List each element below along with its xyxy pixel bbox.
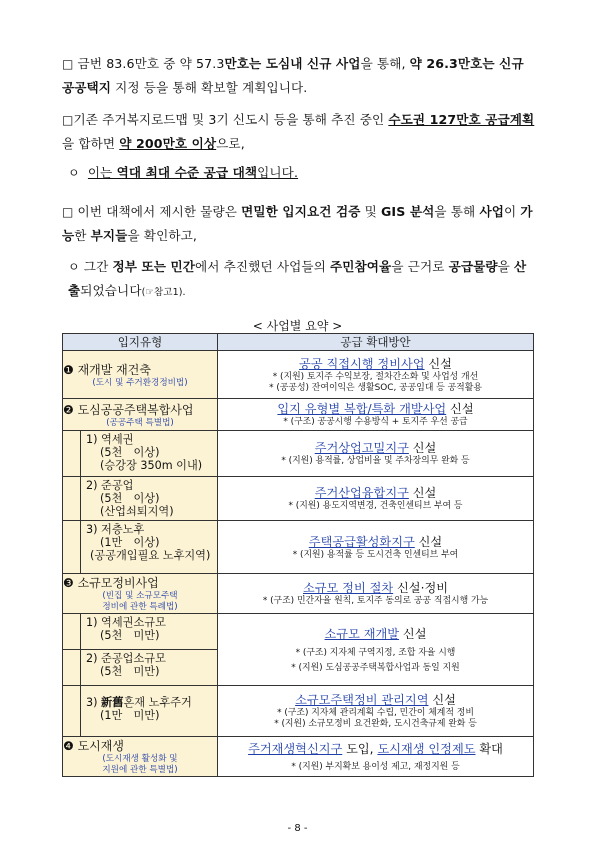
row-label-mixed-old-new: 3) 新舊혼재 노후주거 (1만 미만) <box>63 686 218 737</box>
square-bullet-icon: □ <box>62 205 74 219</box>
paragraph-3: ㅇ 이는 역대 최대 수준 공급 대책입니다. <box>68 165 299 180</box>
row-label-urban-regeneration: ❹ 도시재생 (도시재생 활성화 및 지원에 관한 특별법) <box>63 737 218 777</box>
row-label-small-industrial: 2) 준공업소규모 (5천 미만) <box>63 650 218 686</box>
table-row <box>63 737 534 777</box>
paragraph-1: □ 금번 83.6만호 중 약 57.3만호는 도심내 신규 사업을 통해, 약 26.3만호는 신규 공공택지 지정 등을 통해 확보할 계획입니다. <box>62 56 524 95</box>
row-label-redevelopment: ❶ 재개발 재건축 (도시 및 주거환경정비법) <box>63 351 218 399</box>
table-row <box>63 686 534 737</box>
row-plan-small-redevelopment: 소규모 재개발 신설 * (구조) 지자체 구역지정, 조합 자율 시행 * (지원) 도심공공주택복합사업과 동일 지원 <box>218 614 534 686</box>
paragraph-2: □기존 주거복지로드맵 및 3기 신도시 등을 통해 추진 중인 수도권 127만호 공급계획을 합하면 약 200만호 이상으로, <box>62 112 535 151</box>
table-title: < 사업별 요약 > <box>252 319 343 333</box>
table-row <box>63 477 534 521</box>
table-row <box>63 399 534 431</box>
table-header-row <box>63 334 534 351</box>
row-plan-redevelopment: 공공 직접시행 정비사업 신설 * (지원) 토지주 수익보장, 절차간소화 및 사업성 개선 * (공공성) 잔여이익은 생활SOC, 공공임대 등 공적활용 <box>218 351 534 399</box>
square-bullet-icon: □ <box>62 113 74 127</box>
paragraph-4: □ 이번 대책에서 제시한 물량은 면밀한 입지요건 검증 및 GIS 분석을 통해 사업이 가능한 부지들을 확인하고, <box>62 204 533 243</box>
row-label-station-area: 1) 역세권 (5천 이상) (승강장 350m 이내) <box>63 431 218 477</box>
header-supply-plan: 공급 확대방안 <box>218 334 534 351</box>
page-number: - 8 - <box>287 823 308 834</box>
row-plan-urban-regeneration: 주거재생혁신지구 도입, 도시재생 인정제도 확대 * (지원) 부지확보 용이성 제고, 재정지원 등 <box>218 737 534 777</box>
row-label-semi-industrial: 2) 준공업 (5천 이상) (산업쇠퇴지역) <box>63 477 218 521</box>
row-plan-small-scale: 소규모 정비 절차 신설·정비 * (구조) 민간자율 원칙, 토지주 동의로 공공 직접시행 가능 <box>218 574 534 614</box>
row-label-small-scale: ❸ 소규모정비사업 (빈집 및 소규모주택 정비에 관한 특례법) <box>63 574 218 614</box>
table-row <box>63 351 534 399</box>
table-row <box>63 574 534 614</box>
header-location-type: 입지유형 <box>63 334 218 351</box>
row-plan-low-rise: 주택공급활성화지구 신설 * (지원) 용적률 등 도시건축 인센티브 부여 <box>218 521 534 574</box>
row-label-urban-public-housing: ❷ 도심공공주택복합사업 (공공주택 특별법) <box>63 399 218 431</box>
square-bullet-icon: □ <box>62 57 74 71</box>
row-label-low-rise: 3) 저층노후 (1만 이상) (공공개입필요 노후지역) <box>63 521 218 574</box>
row-plan-urban-public-housing: 입지 유형별 복합/특화 개발사업 신설 * (구조) 공공시행 수용방식 + 토지주 우선 공급 <box>218 399 534 431</box>
summary-table <box>62 333 534 777</box>
row-plan-semi-industrial: 주거산업융합지구 신설 * (지원) 용도지역변경, 건축인센티브 부여 등 <box>218 477 534 521</box>
table-row <box>63 521 534 574</box>
table-row <box>63 431 534 477</box>
row-label-small-station: 1) 역세권소규모 (5천 미만) <box>63 614 218 650</box>
row-plan-mixed-old-new: 소규모주택정비 관리지역 신설 * (구조) 지자체 관리계획 수립, 민간이 체계적 정비 * (지원) 소규모정비 요건완화, 도시건축규제 완화 등 <box>218 686 534 737</box>
paragraph-5: ㅇ 그간 정부 또는 민간에서 추진했던 사업들의 주민참여율을 근거로 공급물량을 산출되었습니다(☞참고1). <box>68 259 527 298</box>
table-row <box>63 614 534 650</box>
circle-bullet-icon: ㅇ <box>68 260 80 274</box>
circle-bullet-icon: ㅇ <box>68 166 80 180</box>
row-plan-station-area: 주거상업고밀지구 신설 * (지원) 용적률, 상업비율 및 주차장의무 완화 등 <box>218 431 534 477</box>
